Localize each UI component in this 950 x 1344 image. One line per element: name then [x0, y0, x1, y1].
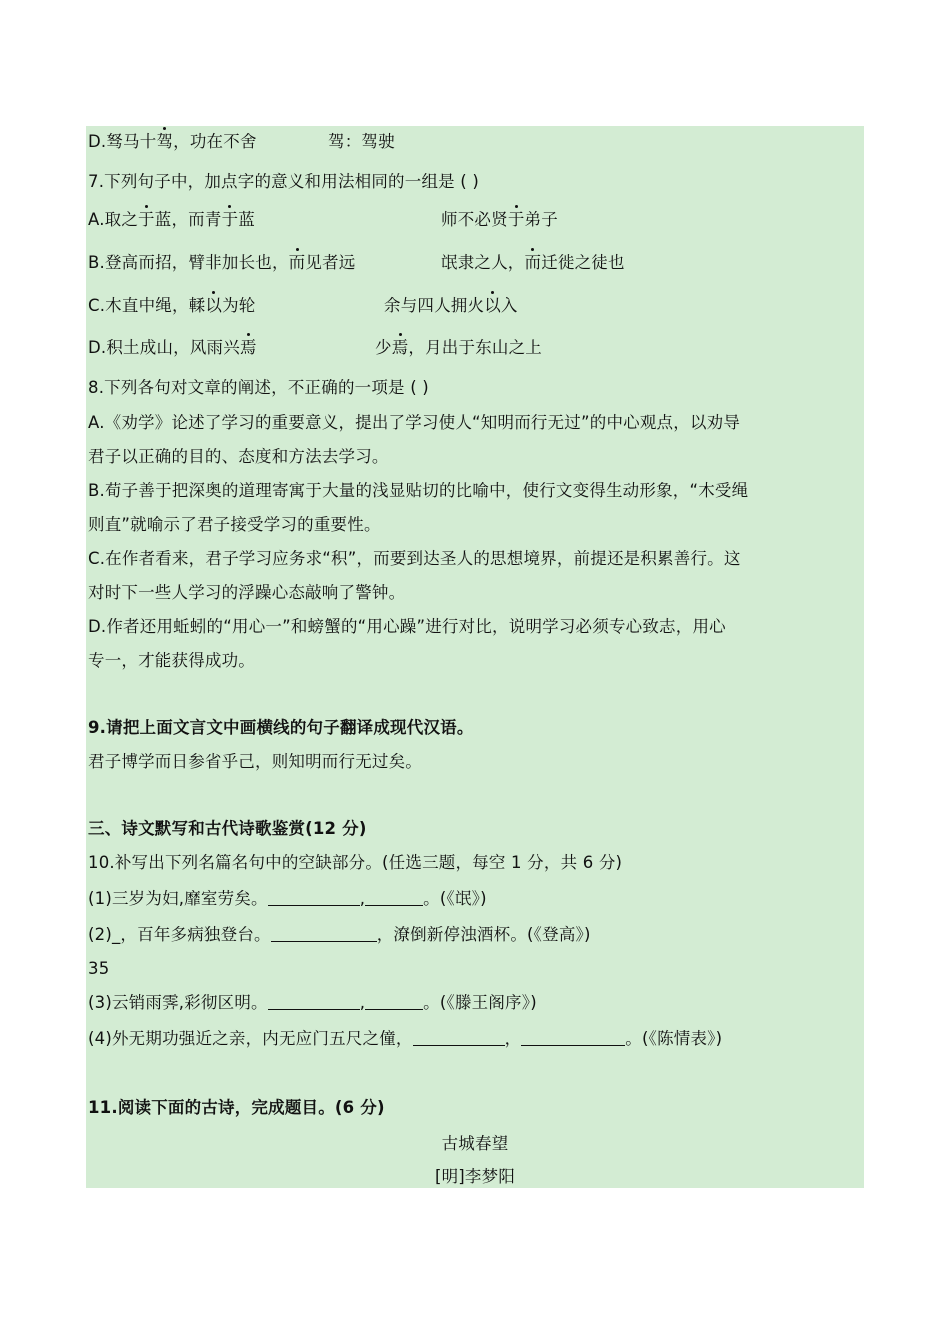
dotted-char: 以 — [205, 294, 222, 318]
text: 见者远 — [305, 253, 356, 272]
text: , — [359, 993, 366, 1012]
dotted-char: 而 — [289, 251, 306, 275]
text: 入 — [500, 296, 518, 315]
q7-c-right — [384, 294, 518, 318]
poem-title: 古城春望 — [441, 1134, 509, 1153]
text: C.木直中绳，輮 — [88, 296, 206, 315]
q8-option-b-line1: B.荀子善于把深奥的道理寄寓于大量的浅显贴切的比喻中，使行文变得生动形象，“木受绳 — [88, 481, 749, 500]
q9-stem: 9.请把上面文言文中画横线的句子翻译成现代汉语。 — [88, 718, 474, 737]
text: 弟子 — [524, 210, 558, 229]
text: B.登高而招，臂非加长也， — [88, 253, 289, 272]
q7-b-right — [441, 251, 625, 275]
q8-option-b-line2: 则直”就喻示了君子接受学习的重要性。 — [88, 515, 381, 534]
text: 余与四人拥火 — [384, 296, 485, 315]
q10-item1 — [88, 887, 487, 911]
text: (3)云销雨霁,彩彻区明。 — [88, 993, 268, 1012]
text: ，月出于东山之上 — [408, 338, 543, 357]
text: 。(《陈情表》) — [625, 1029, 723, 1048]
text: D.积土成山，风雨兴 — [88, 338, 240, 357]
text: (2)_，百年多病独登台。 — [88, 925, 271, 944]
q7-option-a — [88, 208, 558, 232]
text: , — [359, 889, 366, 908]
dotted-char: 驾 — [156, 130, 173, 154]
text: ，功在不舍 — [173, 132, 257, 151]
fill-blank[interactable] — [521, 1029, 625, 1046]
q7-a-right — [441, 208, 558, 232]
text: 迁徙之徒也 — [541, 253, 625, 272]
q7-option-b — [88, 251, 625, 275]
dotted-char: 于 — [508, 208, 525, 232]
q10-item4 — [88, 1027, 722, 1051]
text: (4)外无期功强近之亲，内无应门五尺之僮， — [88, 1029, 413, 1048]
text: 少 — [375, 338, 392, 357]
fill-blank[interactable] — [365, 993, 423, 1010]
text: 为轮 — [222, 296, 256, 315]
fill-blank[interactable] — [268, 889, 360, 906]
q7-d-right — [375, 336, 542, 360]
q8-option-c-line2: 对时下一些人学习的浮躁心态敲响了警钟。 — [88, 583, 406, 602]
q8-option-a-line1: A.《劝学》论述了学习的重要意义，提出了学习使人“知明而行无过”的中心观点，以劝导 — [88, 413, 741, 432]
dotted-char: 以 — [484, 294, 501, 318]
text: 师不必贤 — [441, 210, 508, 229]
stray-number: 35 — [88, 959, 110, 978]
text: 蓝 — [238, 210, 255, 229]
q8-option-a-line2: 君子以正确的目的、态度和方法去学习。 — [88, 447, 389, 466]
dotted-char: 于 — [222, 208, 239, 232]
text: 氓隶之人， — [441, 253, 525, 272]
text: 。(《氓》) — [423, 889, 487, 908]
q7-stem: 7.下列句子中，加点字的意义和用法相同的一组是 ( ) — [88, 172, 480, 191]
q6-d-note: 驾：驾驶 — [328, 132, 395, 151]
fill-blank[interactable] — [365, 889, 423, 906]
q8-option-c-line1: C.在作者看来，君子学习应务求“积”，而要到达圣人的思想境界，前提还是积累善行。这 — [88, 549, 741, 568]
poem-author: [明]李梦阳 — [434, 1167, 516, 1186]
text: 。(《滕王阁序》) — [423, 993, 537, 1012]
q11-stem: 11.阅读下面的古诗，完成题目。(6 分) — [88, 1098, 385, 1117]
q10-stem: 10.补写出下列名篇名句中的空缺部分。(任选三题，每空 1 分，共 6 分) — [88, 853, 623, 872]
q8-option-d-line2: 专一，才能获得成功。 — [88, 651, 255, 670]
fill-blank[interactable] — [268, 993, 360, 1010]
text: 蓝，而青 — [154, 210, 222, 229]
text: A.取之 — [88, 210, 139, 229]
text: ，潦倒新停浊酒杯。(《登高》) — [376, 925, 591, 944]
fill-blank[interactable] — [413, 1029, 505, 1046]
q7-option-c — [88, 294, 518, 318]
text: D.驽马十 — [88, 132, 157, 151]
section3-title: 三、诗文默写和古代诗歌鉴赏(12 分) — [88, 819, 367, 838]
q10-item2 — [88, 923, 591, 947]
q8-option-d-line1: D.作者还用蚯蚓的“用心一”和螃蟹的“用心躁”进行对比，说明学习必须专心致志，用心 — [88, 617, 726, 636]
dotted-char: 于 — [138, 208, 155, 232]
q7-option-d — [88, 336, 543, 360]
dotted-char: 焉 — [240, 336, 257, 360]
fill-blank[interactable] — [271, 925, 377, 942]
q10-item3 — [88, 991, 537, 1015]
q9-sentence: 君子博学而日参省乎己，则知明而行无过矣。 — [88, 752, 422, 771]
dotted-char: 焉 — [392, 336, 409, 360]
text: ， — [504, 1029, 522, 1048]
q8-stem: 8.下列各句对文章的阐述，不正确的一项是 ( ) — [88, 378, 429, 397]
dotted-char: 而 — [525, 251, 542, 275]
q6-option-d — [88, 130, 395, 154]
text: (1)三岁为妇,靡室劳矣。 — [88, 889, 268, 908]
